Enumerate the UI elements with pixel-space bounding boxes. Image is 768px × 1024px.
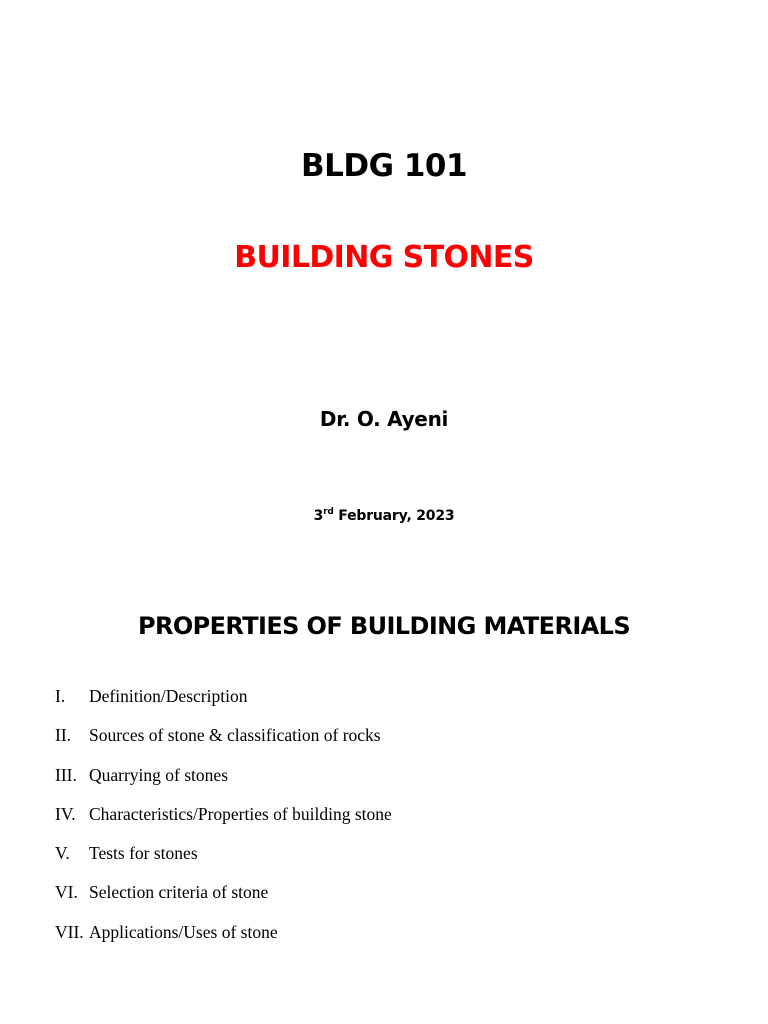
course-code-title: BLDG 101 (300, 148, 468, 184)
outline-item-number: I. (55, 686, 66, 706)
outline-item (55, 723, 392, 762)
outline-item-text: Characteristics/Properties of building stone (89, 803, 392, 824)
outline-item-number: II. (55, 725, 72, 746)
outline-item (55, 684, 392, 723)
outline-item (55, 841, 392, 880)
date-day: 3 (313, 508, 324, 524)
outline-item (55, 802, 392, 841)
outline-item-text: Sources of stone & classification of rocks (89, 725, 381, 746)
outline-item-text: Applications/Uses of stone (89, 921, 278, 942)
topic-outline-list (55, 684, 392, 959)
outline-item (55, 763, 392, 802)
outline-item-text: Selection criteria of stone (89, 882, 269, 903)
outline-item-text: Quarrying of stones (89, 764, 229, 785)
outline-item-number: IV. (55, 803, 76, 824)
outline-item (55, 880, 392, 919)
author-name: Dr. O. Ayeni (319, 407, 449, 431)
presentation-date (0, 508, 768, 524)
date-ordinal-suffix: rd (323, 507, 334, 517)
outline-item-text: Tests for stones (89, 843, 198, 864)
outline-item-number: III. (55, 764, 77, 785)
outline-item-number: VII. (55, 921, 84, 942)
outline-item-text: Definition/Description (89, 686, 248, 706)
outline-item (55, 920, 392, 959)
course-title: BUILDING STONES (234, 240, 534, 275)
section-heading: PROPERTIES OF BUILDING MATERIALS (137, 612, 631, 640)
outline-item-number: V. (55, 843, 70, 864)
outline-item-number: VI. (55, 882, 78, 903)
date-month-year: February, 2023 (333, 508, 455, 524)
